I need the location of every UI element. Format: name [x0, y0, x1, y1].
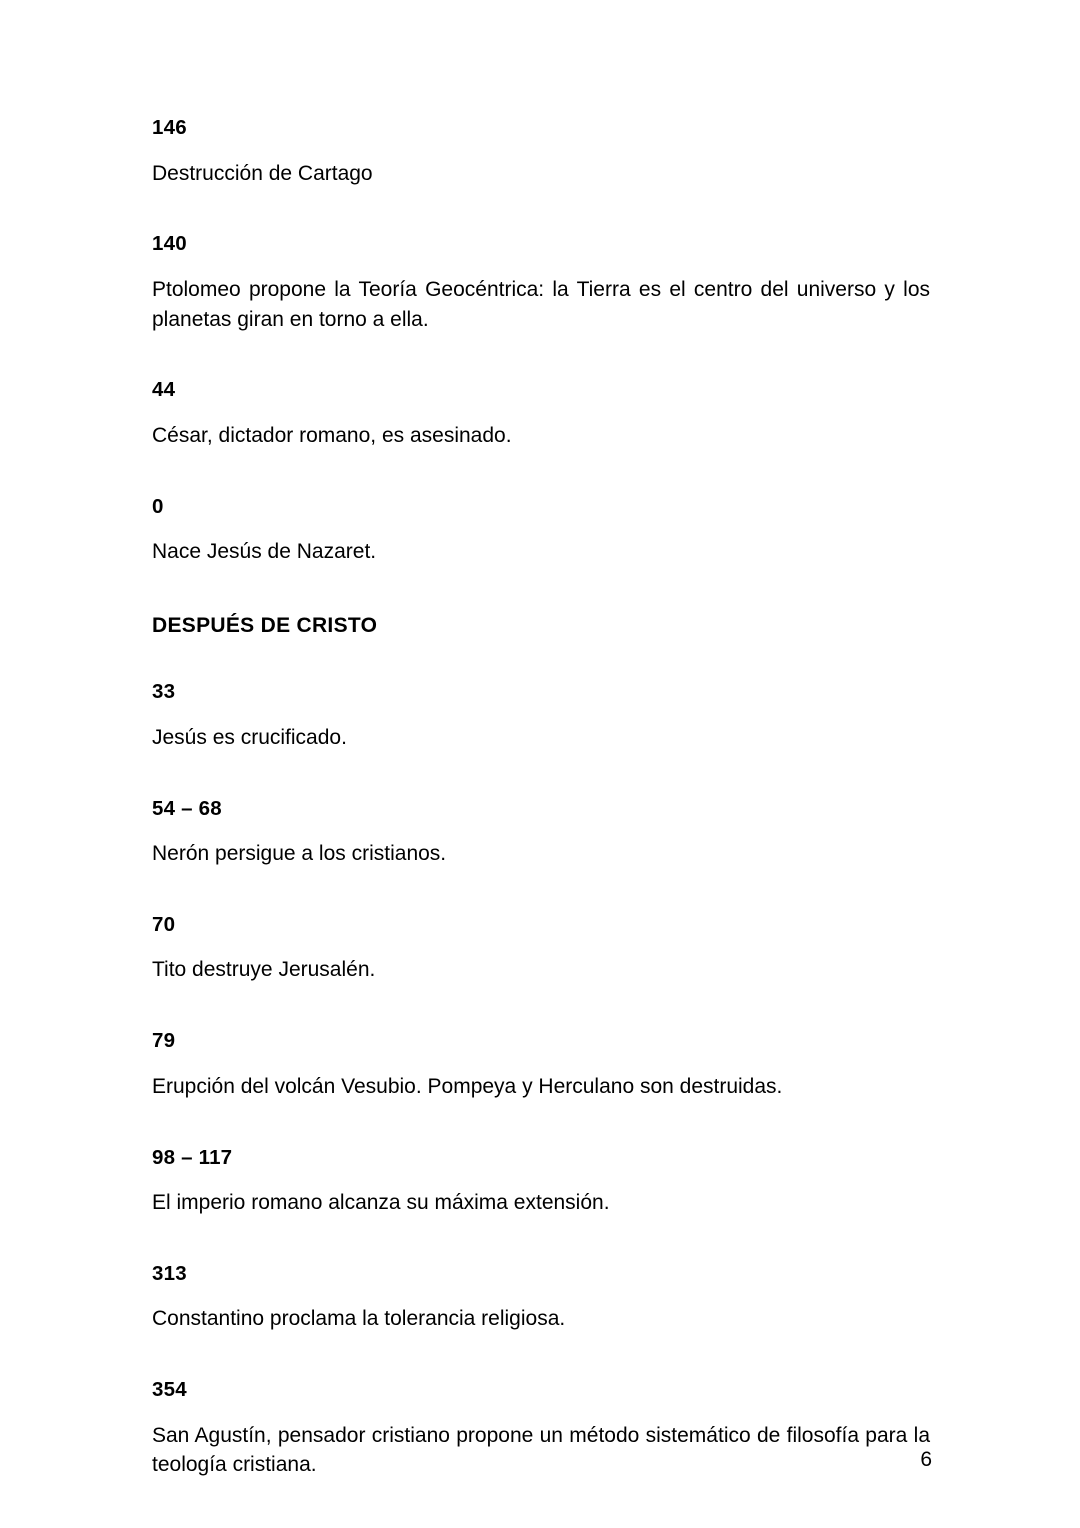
timeline-entry: [152, 118, 930, 188]
timeline-after-christ: [152, 682, 930, 1480]
section-heading-after-christ: DESPUÉS DE CRISTO: [152, 614, 378, 638]
page-number: 6: [920, 1448, 932, 1471]
timeline-entry-year: 146: [152, 116, 187, 139]
timeline-entry-text: Tito destruye Jerusalén.: [152, 958, 376, 982]
timeline-entry-year: 79: [152, 1029, 176, 1053]
timeline-entry-year: 54 – 68: [152, 796, 222, 820]
timeline-entry: [152, 380, 930, 450]
timeline-entry: [152, 912, 930, 985]
timeline-entry-text: Nerón persigue a los cristianos.: [152, 842, 447, 866]
timeline-entry: [152, 234, 930, 334]
timeline-entry-year: 140: [152, 232, 187, 256]
timeline-entry: [152, 796, 930, 869]
timeline-entry-year: 0: [152, 494, 164, 518]
timeline-before-christ: [152, 118, 930, 567]
timeline-entry-year: 70: [152, 912, 176, 936]
timeline-entry-text: Constantino proclama la tolerancia religiosa.: [152, 1307, 566, 1331]
timeline-entry: [152, 1145, 930, 1218]
timeline-entry: [152, 494, 930, 567]
timeline-entry-text: Erupción del volcán Vesubio. Pompeya y Herculano son destruidas.: [152, 1074, 783, 1098]
timeline-entry-text: Jesús es crucificado.: [152, 725, 347, 749]
timeline-entry-year: 44: [152, 378, 176, 402]
timeline-entry: [152, 1261, 930, 1334]
timeline-entry-year: 313: [152, 1261, 187, 1285]
timeline-entry-year: 33: [152, 680, 176, 704]
timeline-entry-text: César, dictador romano, es asesinado.: [152, 423, 512, 447]
timeline-entry: [152, 682, 930, 752]
timeline-entry-text: El imperio romano alcanza su máxima extensión.: [152, 1191, 610, 1214]
timeline-entry-text: San Agustín, pensador cristiano propone un método sistemático de filosofía para la teología cristiana.: [152, 1423, 930, 1477]
timeline-entry-text: Ptolomeo propone la Teoría Geocéntrica: la Tierra es el centro del universo y los planetas giran en torno a ella.: [152, 277, 930, 331]
timeline-entry: [152, 1380, 930, 1480]
timeline-entry: [152, 1031, 930, 1101]
timeline-entry-year: 98 – 117: [152, 1145, 233, 1169]
timeline-entry-text: Destrucción de Cartago: [152, 161, 373, 185]
timeline-entry-year: 354: [152, 1378, 187, 1402]
timeline-entry-text: Nace Jesús de Nazaret.: [152, 540, 377, 564]
